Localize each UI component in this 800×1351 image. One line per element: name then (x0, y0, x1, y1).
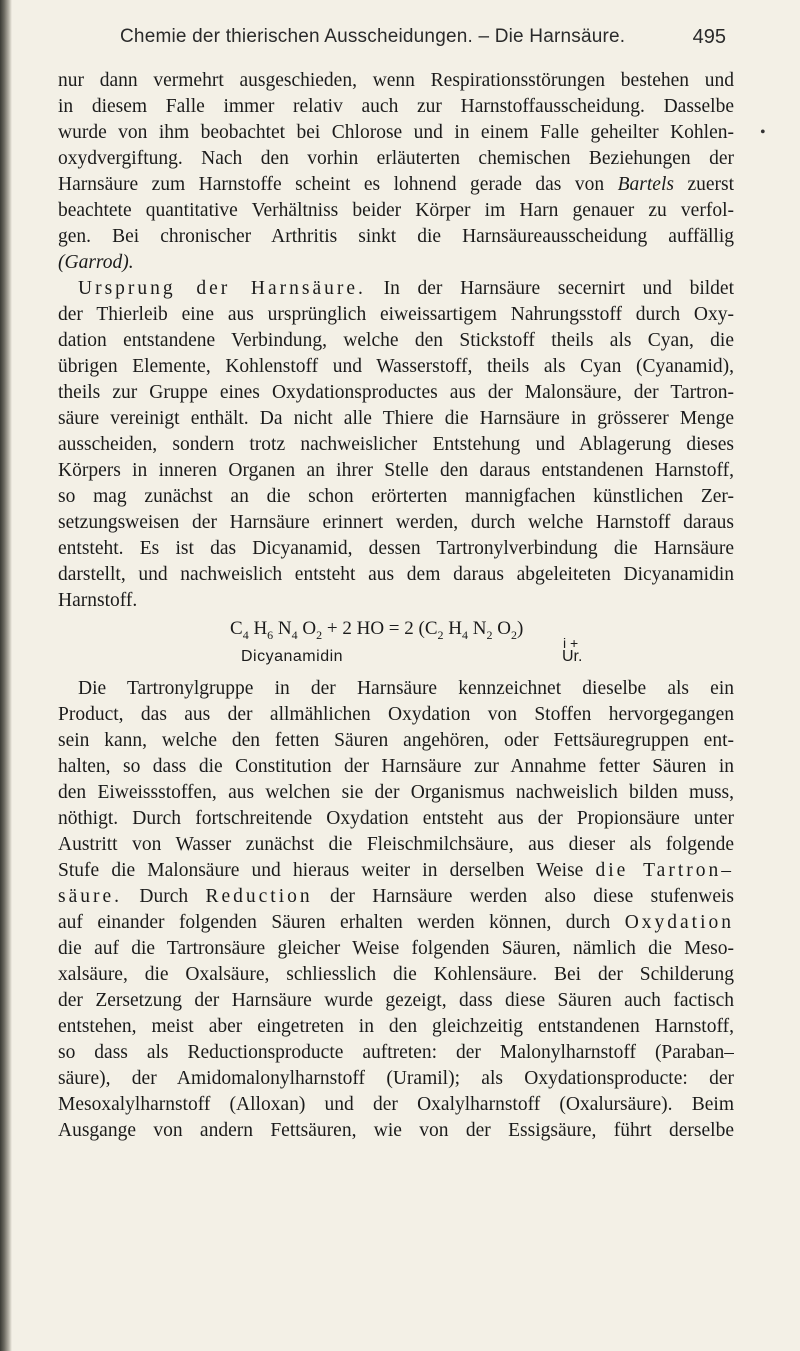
text-line: Product, das aus der allmählichen Oxydation von Stoffen hervorgegangen (58, 704, 734, 725)
text-line: beachtete quantitative Verhältniss beider Körper im Harn genauer zu verfol- (58, 200, 734, 221)
emphasis-reduction: Reduction (205, 886, 313, 907)
text-line: die auf die Tartronsäure gleicher Weise folgenden Säuren, nämlich die Meso- (58, 938, 734, 959)
text-line: xalsäure, die Oxalsäure, schliesslich die Kohlensäure. Bei der Schilderung (58, 964, 734, 985)
text-line: darstellt, und nachweislich entsteht aus dem daraus abgeleiteten Dicyanamidin (58, 564, 734, 585)
body-text (58, 68, 734, 1144)
text-line: so mag zunächst an die schon erörterten mannigfachen künstlichen Zer- (58, 486, 734, 507)
text-line: theils zur Gruppe eines Oxydationsproductes aus der Malonsäure, der Tartron- (58, 382, 734, 403)
text-span: der Harnsäure werden also diese stufenweis (330, 886, 734, 907)
text-span: auf einander folgenden Säuren erhalten werden können, durch (58, 912, 611, 933)
text-line: übrigen Elemente, Kohlenstoff und Wasserstoff, theils als Cyan (Cyanamid), (58, 356, 734, 377)
text-span: zuerst (687, 174, 734, 195)
citation-garrod: (Garrod). (58, 252, 134, 273)
text-span: Stufe die Malonsäure und hieraus weiter in derselben Weise (58, 860, 584, 881)
label-urea: Ur. (562, 648, 583, 665)
text-line (58, 884, 734, 910)
text-line: Ausgange von andern Fettsäuren, wie von der Essigsäure, führt derselbe (58, 1120, 734, 1141)
page-number: 495 (692, 26, 726, 48)
text-line: setzungsweisen der Harnsäure erinnert werden, durch welche Harnstoff daraus (58, 512, 734, 533)
text-line: den Eiweissstoffen, aus welchen sie der Organismus nachweislich bilden muss, (58, 782, 734, 803)
page-header (120, 26, 726, 56)
text-line: gen. Bei chronischer Arthritis sinkt die Harnsäureausscheidung auffällig (58, 226, 734, 247)
equation-note: i + (563, 635, 579, 651)
text-line: in diesem Falle immer relativ auch zur Harnstoffausscheidung. Dasselbe (58, 96, 734, 117)
text-line: säure vereinigt enthält. Da nicht alle Thiere die Harnsäure in grösserer Menge (58, 408, 734, 429)
text-span: Durch (139, 886, 189, 907)
text-line (58, 276, 734, 302)
text-line: Austritt von Wasser zunächst die Fleischmilchsäure, aus dieser als folgende (58, 834, 734, 855)
text-line: säure), der Amidomalonylharnstoff (Uramil); als Oxydationsproducte: der (58, 1068, 734, 1089)
book-spine-shadow (0, 0, 12, 1351)
text-line (58, 172, 734, 198)
text-line: nöthigt. Durch fortschreitende Oxydation entsteht aus der Propionsäure unter (58, 808, 734, 829)
emphasis-tartron: die Tartron– (595, 860, 734, 881)
text-span: In der Harnsäure secernirt und bildet (383, 278, 734, 299)
chemical-equation (58, 618, 734, 672)
equation-text: $C_4$ $H_6$ $N_4$ $O_2 + 2$ HO = 2 ($C_2$ $H_4$ $N_2$ $O_2$) (230, 618, 524, 642)
text-line: so dass als Reductionsproducte auftreten: der Malonylharnstoff (Paraban– (58, 1042, 734, 1063)
text-line: entsteht. Es ist das Dicyanamid, dessen Tartronylverbindung die Harnsäure (58, 538, 734, 559)
text-line: oxydvergiftung. Nach den vorhin erläuterten chemischen Beziehungen der (58, 148, 734, 169)
text-line: Die Tartronylgruppe in der Harnsäure kennzeichnet dieselbe als ein (78, 678, 734, 699)
text-line: Körpers in inneren Organen an ihrer Stelle den daraus entstandenen Harnstoff, (58, 460, 734, 481)
text-line: ausscheiden, sondern trotz nachweislicher Entstehung und Ablagerung dieses (58, 434, 734, 455)
margin-mark: • (760, 124, 766, 141)
text-line (58, 250, 734, 276)
text-line: nur dann vermehrt ausgeschieden, wenn Respirationsstörungen bestehen und (58, 70, 734, 91)
text-line (58, 910, 734, 936)
text-line: entstehen, meist aber eingetreten in den gleichzeitig entstandenen Harnstoff, (58, 1016, 734, 1037)
text-line (58, 858, 734, 884)
text-line: sein kann, welche den fetten Säuren angehören, oder Fettsäuregruppen ent- (58, 730, 734, 751)
author-name: Bartels (617, 174, 674, 195)
text-line: Mesoxalylharnstoff (Alloxan) und der Oxalylharnstoff (Oxalursäure). Beim (58, 1094, 734, 1115)
emphasis-oxydation: Oxydation (624, 912, 734, 933)
emphasis-saeure: säure. (58, 886, 123, 907)
text-line: der Zersetzung der Harnsäure wurde gezeigt, dass diese Säuren auch factisch (58, 990, 734, 1011)
text-span: Harnsäure zum Harnstoffe scheint es lohnend gerade das von (58, 174, 605, 195)
text-line: wurde von ihm beobachtet bei Chlorose und in einem Falle geheilter Kohlen- (58, 122, 734, 143)
text-line: Harnstoff. (58, 590, 138, 611)
text-line: der Thierleib eine aus ursprünglich eiweissartigem Nahrungsstoff durch Oxy- (58, 304, 734, 325)
text-line: dation entstandene Verbindung, welche den Stickstoff theils als Cyan, die (58, 330, 734, 351)
running-head: Chemie der thierischen Ausscheidungen. – Die Harnsäure. (120, 26, 626, 47)
text-line: halten, so dass die Constitution der Harnsäure zur Annahme fetter Säuren in (58, 756, 734, 777)
section-heading: Ursprung der Harnsäure. (78, 278, 366, 299)
label-dicyanamidin: Dicyanamidin (241, 648, 344, 665)
